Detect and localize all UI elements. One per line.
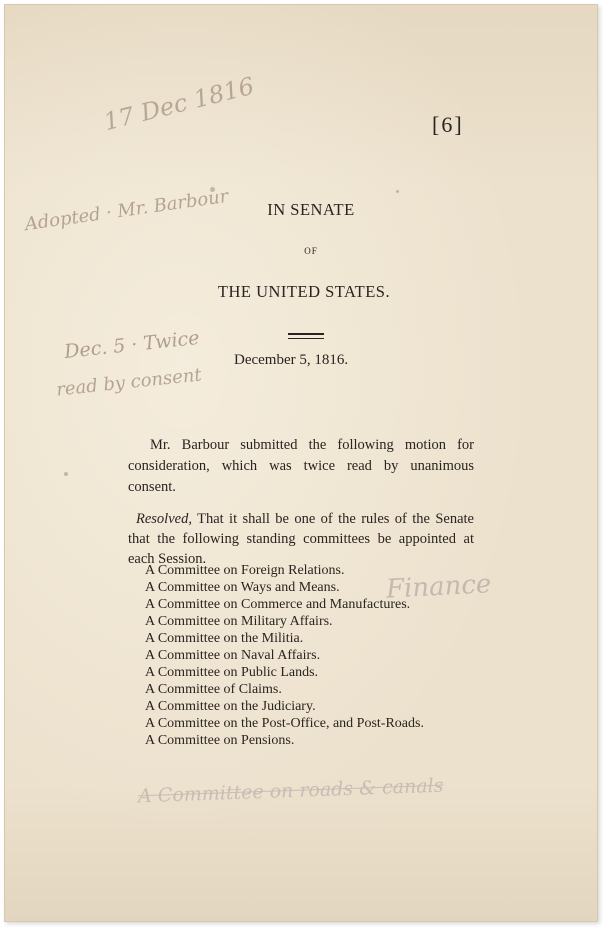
document-page <box>4 4 598 922</box>
handwritten-note-middle: Dec. 5 · Twice <box>63 326 201 364</box>
heading-in-senate: IN SENATE <box>267 200 355 219</box>
handwritten-note-lower: read by consent <box>55 364 203 401</box>
committee-item: A Committee on Ways and Means. <box>145 580 340 595</box>
committee-list <box>145 562 467 749</box>
committee-item: A Committee on Naval Affairs. <box>145 648 321 663</box>
committee-item: A Committee of Claims. <box>145 682 282 697</box>
ink-spot <box>64 472 68 476</box>
committee-item: A Committee on Foreign Relations. <box>145 563 345 578</box>
resolution-paragraph <box>128 509 474 569</box>
committee-item: A Committee on the Post-Office, and Post-Roads. <box>145 716 424 731</box>
page-number: [6] <box>432 112 464 137</box>
handwritten-struck-line: A Committee on roads & canals <box>137 774 444 808</box>
committee-item: A Committee on the Judiciary. <box>145 699 316 714</box>
ink-spot <box>210 187 215 192</box>
handwritten-note-top: 17 Dec 1816 <box>100 71 257 137</box>
committee-item: A Committee on Commerce and Manufactures. <box>145 597 411 612</box>
heading-of: OF <box>304 246 318 256</box>
handwritten-insertion: Finance <box>385 569 493 605</box>
divider-rule <box>288 333 324 339</box>
ink-spot <box>396 190 399 193</box>
heading-united-states: THE UNITED STATES. <box>217 282 391 301</box>
resolution-text: That it shall be one of the rules of the Senate that the following standing committees be appointed at each Session. <box>128 510 474 567</box>
resolved-lead: Resolved, <box>136 510 192 527</box>
committee-item: A Committee on Public Lands. <box>145 665 319 680</box>
committee-item: A Committee on the Militia. <box>145 631 304 646</box>
handwritten-note-left: Adopted · Mr. Barbour <box>23 185 230 236</box>
committee-item: A Committee on Pensions. <box>145 733 295 748</box>
document-date: December 5, 1816. <box>234 352 349 368</box>
committee-item: A Committee on Military Affairs. <box>145 614 333 629</box>
intro-paragraph: Mr. Barbour submitted the following motion for consideration, which was twice read by unanimous consent. <box>128 436 474 495</box>
